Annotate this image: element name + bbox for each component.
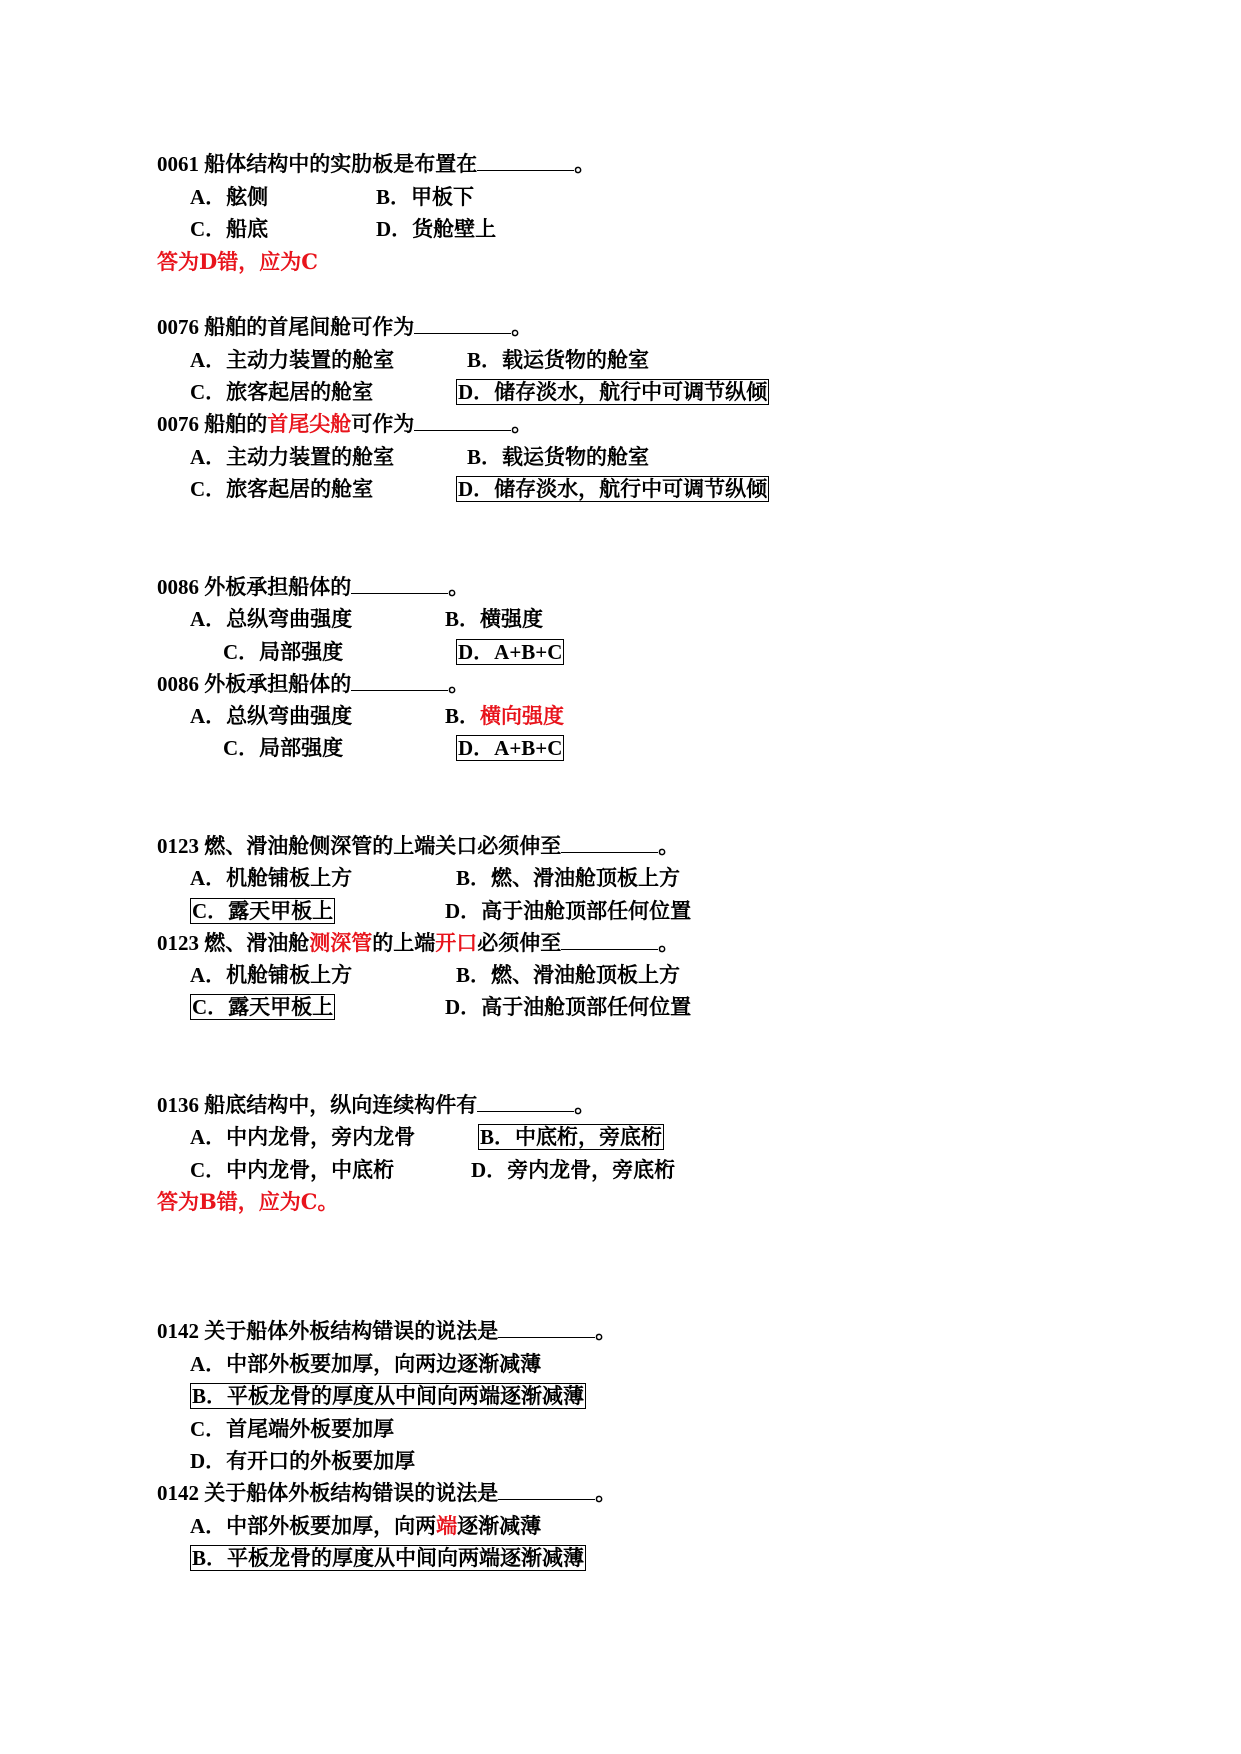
- question-0076: [157, 314, 532, 340]
- option-c: C．旅客起居的舱室: [190, 380, 374, 404]
- question-0086-corrected: [157, 671, 469, 697]
- highlight-text: 横向强度: [480, 704, 565, 728]
- highlight-text: 端: [436, 1514, 458, 1538]
- question-text-cont: 必须伸至: [477, 931, 562, 955]
- question-text-cont: 可作为: [351, 412, 415, 436]
- option-c: C．局部强度: [223, 640, 344, 664]
- option-b: B．燃、滑油舱顶板上方: [456, 866, 681, 890]
- answer-blank: [477, 1092, 574, 1112]
- highlight-text: 测深管: [309, 931, 373, 955]
- option-c: C．旅客起居的舱室: [190, 477, 374, 501]
- option-c-answer: [190, 898, 335, 924]
- option-a: [190, 1513, 541, 1539]
- option-d-answer: [456, 379, 769, 405]
- question-text: 0123 燃、滑油舱: [157, 931, 310, 955]
- highlight-text: 首尾尖舱: [267, 412, 352, 436]
- question-text: 0123 燃、滑油舱侧深管的上端关口必须伸至: [157, 834, 562, 858]
- option-a: A．主动力装置的舱室: [190, 348, 395, 372]
- question-text-mid: 的上端: [372, 931, 436, 955]
- option-b: B．载运货物的舱室: [467, 348, 650, 372]
- answer-blank: [414, 411, 511, 431]
- answer-box: B．中底桁，旁底桁: [480, 1125, 663, 1149]
- question-text: 0086 外板承担船体的: [157, 575, 352, 599]
- answer-blank: [561, 833, 658, 853]
- option-b-answer: [190, 1383, 586, 1409]
- answer-box: D．A+B+C: [458, 736, 563, 760]
- correction-note: 答为B错，应为C。: [157, 1189, 339, 1214]
- option-c-answer: [190, 994, 335, 1020]
- option-a: A．总纵弯曲强度: [190, 607, 353, 631]
- question-0123: [157, 833, 679, 859]
- option-a: A．机舱铺板上方: [190, 866, 353, 890]
- option-d-answer: [456, 735, 564, 761]
- option-d: D．货舱壁上: [376, 217, 497, 241]
- option-a: A．中部外板要加厚，向两边逐渐减薄: [190, 1352, 542, 1376]
- question-end: 。: [595, 1319, 617, 1343]
- answer-blank: [498, 1480, 595, 1500]
- option-b: B．甲板下: [376, 185, 475, 209]
- option-c: C．首尾端外板要加厚: [190, 1417, 395, 1441]
- option-a-text: A．中部外板要加厚，向两: [190, 1514, 437, 1538]
- question-end: 。: [511, 412, 533, 436]
- answer-box: B．平板龙骨的厚度从中间向两端逐渐减薄: [192, 1546, 585, 1570]
- question-text: 0076 船舶的首尾间舱可作为: [157, 315, 415, 339]
- question-0123-corrected: [157, 930, 679, 956]
- question-text: 0076 船舶的: [157, 412, 268, 436]
- option-b-answer: [478, 1124, 664, 1150]
- answer-blank: [477, 151, 574, 171]
- answer-blank: [561, 930, 658, 950]
- option-c: C．局部强度: [223, 736, 344, 760]
- question-text: 0142 关于船体外板结构错误的说法是: [157, 1481, 499, 1505]
- option-c: C．船底: [190, 217, 269, 241]
- question-end: 。: [448, 575, 470, 599]
- option-d: D．旁内龙骨，旁底桁: [471, 1158, 676, 1182]
- option-d: D．高于油舱顶部任何位置: [445, 899, 692, 923]
- option-a: A．机舱铺板上方: [190, 963, 353, 987]
- question-0086: [157, 574, 469, 600]
- answer-box: C．露天甲板上: [192, 899, 334, 923]
- option-a: A．舷侧: [190, 185, 269, 209]
- question-0076-corrected: [157, 411, 532, 437]
- option-b-label: B．: [445, 704, 481, 728]
- question-text: 0142 关于船体外板结构错误的说法是: [157, 1319, 499, 1343]
- option-b: B．燃、滑油舱顶板上方: [456, 963, 681, 987]
- answer-box: D．A+B+C: [458, 640, 563, 664]
- correction-note: 答为D错，应为C: [157, 249, 318, 274]
- question-end: 。: [574, 152, 596, 176]
- option-d: D．高于油舱顶部任何位置: [445, 995, 692, 1019]
- question-end: 。: [511, 315, 533, 339]
- option-b: B．横强度: [445, 607, 544, 631]
- answer-box: B．平板龙骨的厚度从中间向两端逐渐减薄: [192, 1384, 585, 1408]
- question-0136: [157, 1092, 595, 1118]
- option-b: [445, 703, 564, 729]
- question-end: 。: [574, 1093, 596, 1117]
- option-a: A．总纵弯曲强度: [190, 704, 353, 728]
- option-a-text-cont: 逐渐减薄: [457, 1514, 542, 1538]
- answer-blank: [351, 574, 448, 594]
- option-b: B．载运货物的舱室: [467, 445, 650, 469]
- option-a: A．中内龙骨，旁内龙骨: [190, 1125, 416, 1149]
- answer-box: D．储存淡水，航行中可调节纵倾: [458, 380, 768, 404]
- question-text: 0061 船体结构中的实肋板是布置在: [157, 152, 478, 176]
- option-a: A．主动力装置的舱室: [190, 445, 395, 469]
- answer-box: D．储存淡水，航行中可调节纵倾: [458, 477, 768, 501]
- answer-blank: [351, 671, 448, 691]
- question-text: 0086 外板承担船体的: [157, 672, 352, 696]
- highlight-text: 开口: [435, 931, 478, 955]
- question-end: 。: [658, 931, 680, 955]
- option-c: C．中内龙骨，中底桁: [190, 1158, 395, 1182]
- question-end: 。: [448, 672, 470, 696]
- answer-blank: [498, 1318, 595, 1338]
- question-0142: [157, 1318, 616, 1344]
- answer-box: C．露天甲板上: [192, 995, 334, 1019]
- question-text: 0136 船底结构中，纵向连续构件有: [157, 1093, 478, 1117]
- question-0061: [157, 151, 595, 177]
- option-d-answer: [456, 476, 769, 502]
- answer-blank: [414, 314, 511, 334]
- question-end: 。: [595, 1481, 617, 1505]
- option-d: D．有开口的外板要加厚: [190, 1449, 416, 1473]
- option-b-answer: [190, 1545, 586, 1571]
- question-0142-corrected: [157, 1480, 616, 1506]
- option-d-answer: [456, 639, 564, 665]
- question-end: 。: [658, 834, 680, 858]
